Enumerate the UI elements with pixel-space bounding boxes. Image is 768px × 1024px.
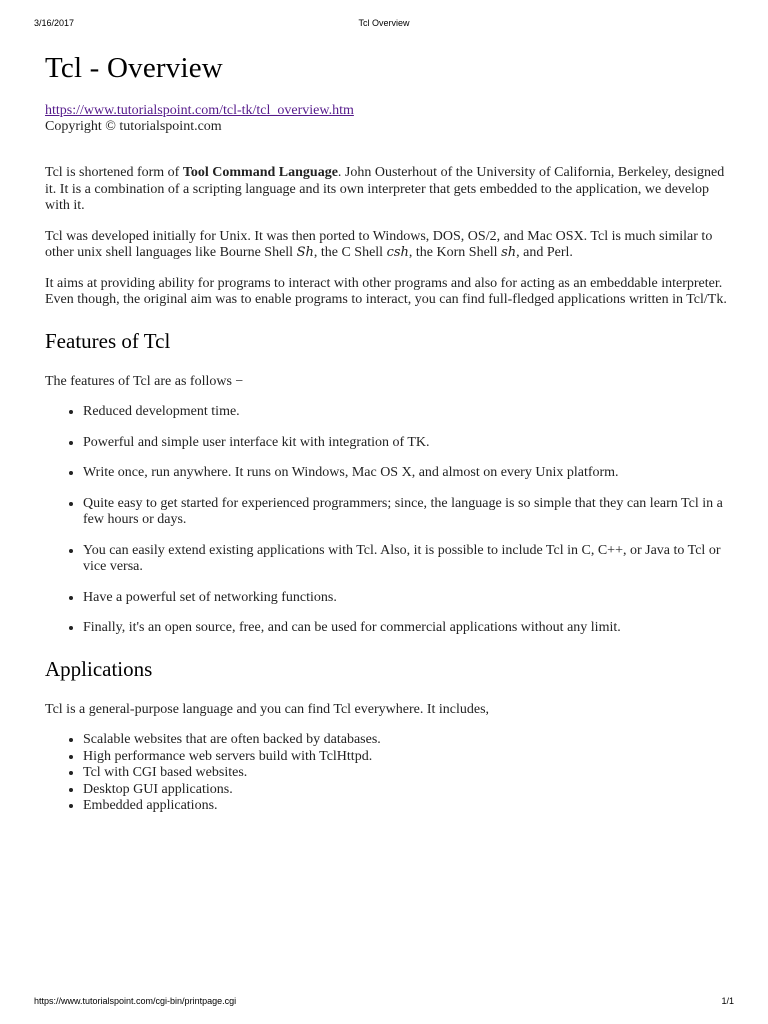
intro-p2-a: Tcl was developed initially for Unix. It was then ported to Windows, DOS, OS/2, and Mac OSX. Tcl is much similar to other unix shell languages like Bourne Shell — [45, 228, 713, 260]
copyright-notice: Copyright © tutorialspoint.com — [45, 119, 222, 134]
print-header-title: Tcl Overview — [358, 18, 410, 28]
list-item: • You can easily extend existing applications with Tcl. Also, it is possible to include Tcl in C, C++, or Java to Tcl or vice versa. — [83, 543, 730, 576]
list-item: • Desktop GUI applications. — [83, 782, 730, 799]
intro-p1-bold-term: Tool Command Language — [182, 165, 338, 180]
list-item: • Powerful and simple user interface kit with integration of TK. — [83, 435, 730, 452]
article — [45, 52, 730, 815]
print-footer — [0, 996, 768, 1008]
applications-lead: Tcl is a general-purpose language and you can find Tcl everywhere. It includes, — [45, 701, 490, 717]
print-header-date: 3/16/2017 — [34, 18, 75, 28]
features-lead: The features of Tcl are as follows − — [45, 373, 244, 389]
intro-p2-b: , the C Shell — [313, 245, 387, 260]
list-item: • Quite easy to get started for experienced programmers; since, the language is so simple that they can learn Tcl in a few hours or days. — [83, 496, 730, 529]
intro-paragraph-3: It aims at providing ability for programs to interact with other programs and also for acting as an embeddable interpreter. Even though, the original aim was to enable programs to interact, you can find full-fledged applications written in Tcl/Tk. — [45, 275, 727, 307]
intro-p1-before: Tcl is shortened form of — [45, 165, 183, 180]
intro-p1-after: . John Ousterhout of the University of California, Berkeley, designed it. It is a combination of a scripting language and its own interpreter that gets embedded to the application, we develop with it. — [45, 165, 725, 213]
source-url-link[interactable]: https://www.tutorialspoint.com/tcl-tk/tcl_overview.htm — [45, 103, 354, 118]
math-ksh: sh — [501, 245, 517, 260]
list-item: • Scalable websites that are often backed by databases. — [83, 732, 730, 749]
print-footer-url: https://www.tutorialspoint.com/cgi-bin/printpage.cgi — [34, 996, 237, 1006]
intro-paragraph-2 — [45, 229, 730, 262]
print-header — [0, 18, 768, 30]
list-item: • Write once, run anywhere. It runs on Windows, Mac OS X, and almost on every Unix platform. — [83, 465, 730, 482]
features-heading: Features of Tcl — [45, 328, 171, 353]
math-csh: csh — [386, 245, 409, 260]
list-item: • Reduced development time. — [83, 404, 730, 421]
intro-p2-d: , and Perl. — [516, 245, 573, 260]
applications-list — [45, 732, 730, 815]
list-item: • Embedded applications. — [83, 798, 730, 815]
math-sh: Sh — [296, 245, 314, 260]
list-item: • Have a powerful set of networking functions. — [83, 590, 730, 607]
features-list — [45, 404, 730, 637]
intro-paragraph-1 — [45, 165, 730, 215]
print-footer-page-number: 1/1 — [721, 996, 734, 1006]
list-item: • High performance web servers build with TclHttpd. — [83, 749, 730, 766]
page-title: Tcl - Overview — [45, 52, 223, 84]
list-item: • Finally, it's an open source, free, and can be used for commercial applications without any limit. — [83, 620, 730, 637]
applications-heading: Applications — [45, 656, 153, 681]
list-item: • Tcl with CGI based websites. — [83, 765, 730, 782]
intro-p2-c: , the Korn Shell — [408, 245, 502, 260]
